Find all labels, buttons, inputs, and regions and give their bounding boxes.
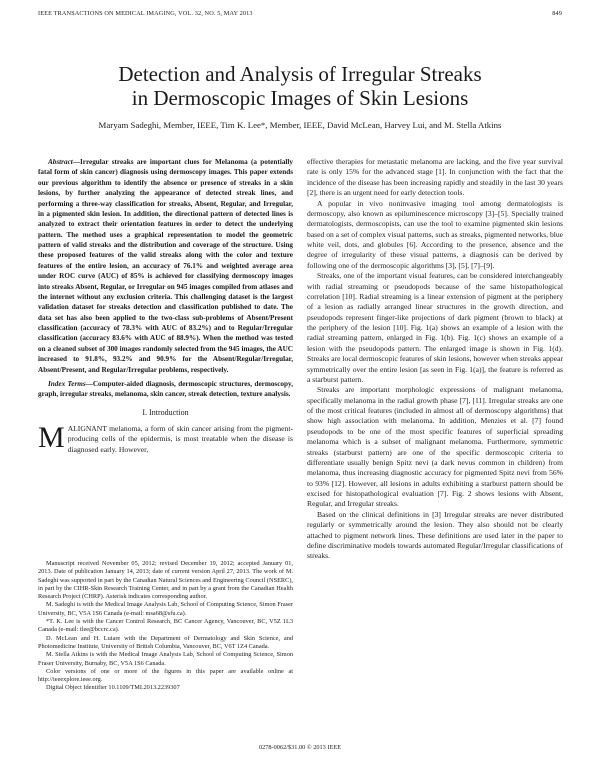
running-header (38, 10, 562, 17)
author-list: Maryam Sadeghi, Member, IEEE, Tim K. Lee*, Member, IEEE, David McLean, Harvey Lui, and M. Stella Atkins (98, 120, 502, 130)
footnote-4: M. Stella Atkins is with the Medical Image Analysis Lab, School of Computing Science, Simon Fraser University, Burnaby, BC, V5A 1S6 Canada. (38, 651, 293, 667)
title-line-1: Detection and Analysis of Irregular Streaks (118, 62, 482, 86)
body-paragraph-3: Streaks, one of the important visual features, can be considered interchangeably with radial streaming or pseudopods because of the same histopathological correlation [10]. Radial streaming is a linear extension of pigment at the periphery of a lesion as radially arranged linear structures in the growth direction, and pseudopods represent finger-like projections of dark pigment (brown to black) at the periphery of the lesion [10]. Fig. 1(a) shows an example of a lesion with the radial streaming pattern, enlarged in Fig. 1(b). Fig. 1(c) shows an example of a lesion with the pseudopods pattern. The enlarged image is shown in Fig. 1(d). Streaks are local dermoscopic features of skin lesions, however when streaks appear symmetrically over the entire lesion [as seen in Fig. 1(a)], the feature is referred as a starburst pattern. (307, 271, 563, 384)
footnote-3: D. McLean and H. Luiare with the Department of Dermatology and Skin Science, and Photomedicine Institute, University of British Columbia, Vancouver, BC, V6T 1Z4 Canada. (38, 634, 293, 650)
body-paragraph-2: A popular in vivo noninvasive imaging tool among dermatologists is dermoscopy, also known as epiluminescence microscopy [3]–[5]. Specially trained dermatologists, dermoscopists, can use the tool to examine pigmented skin lesions based on a set of complex visual patterns, such as streaks, pigmented networks, blue white veil, dots, and globules [6]. According to the presence, absence and the degree of irregularity of these visual patterns, a diagnosis can be derived by following one of the dermoscopic algorithms [3], [5], [7]–[9]. (307, 198, 564, 270)
footnote-6: Digital Object Identifier 10.1109/TMI.2013.2239307 (46, 684, 180, 692)
right-column (307, 157, 563, 562)
index-terms (38, 379, 293, 400)
index-terms-text: Computer-aided diagnosis, dermoscopic structures, dermoscopy, graph, irregular streaks, melanoma, skin cancer, streak detection, texture analysis. (38, 379, 293, 399)
body-paragraph-5: Based on the clinical definitions in [3] Irregular streaks are never distributed regularly or symmetrically around the lesion. They also should not be clearly attached to pigment network lines. These definitions are used later in the paper to define discriminative models towards automated Regular/Irregular classifications of streaks. (307, 509, 563, 561)
footnotes (38, 560, 293, 693)
body-paragraph-4: Streaks are important morphologic expressions of malignant melanoma, specifically melanoma in the radial growth phase [7], [11]. Irregular streaks are one of the most critical features (included in almost all of dermoscopy algorithms) that show high association with melanoma. In addition, Menzies et al. [7] found pseudopods to be one of the most specific features of superficial spreading melanoma which is a subset of malignant melanoma. Furthermore, symmetric streaks (starburst pattern) are one of the specific dermoscopic criteria to differentiate usually benign Spitz nevi (a dark nevus common in children) from melanoma, thus increasing diagnostic accuracy for pigmented Spitz nevi from 56% to 93% [12]. However, all lesions in adults exhibiting a starburst pattern should be excised for histopathological evaluation [7]. Fig. 2 shows lesions with Absent, Regular, and Irregular streaks. (307, 385, 563, 509)
copyright-line: 0278-0062/$31.00 © 2013 IEEE (258, 744, 342, 751)
intro-paragraph (38, 421, 293, 455)
journal-header: IEEE TRANSACTIONS ON MEDICAL IMAGING, VOL. 32, NO. 5, MAY 2013 (38, 10, 253, 17)
body-paragraph-1: effective therapies for metastatic melanoma are lacking, and the five year survival rate is only 15% for the advanced stage [1]. In conjunction with the fact that the incidence of the disease has been increasing rapidly and steadily in the last 30 years [2], there is an urgent need for early detection tools. (307, 157, 563, 198)
left-column (38, 157, 293, 455)
drop-cap: M (38, 421, 65, 454)
title-line-2: in Dermoscopic Images of Skin Lesions (131, 86, 469, 110)
intro-text: ALIGNANT melanoma, a form of skin cancer arising from the pigment-producing cells of the epidermis, is most treatable when the disease is diagnosed early. However, (67, 424, 293, 454)
abstract (38, 157, 293, 375)
footnote-1: M. Sadeghi is with the Medical Image Analysis Lab, School of Computing Science, Simon Fraser University, BC, V5A 1S6 Canada (e-mail: msa68@sfu.ca). (38, 601, 293, 617)
abstract-text: Irregular streaks are important clues for Melanoma (a potentially fatal form of skin cancer) diagnosis using dermoscopy images. This paper extends our previous algorithm to identify the absence or presence of streaks in a skin lesions, by further analyzing the appearance of detected streak lines, and performing a three-way classification for streaks, Absent, Regular, and Irregular, in a pigmented skin lesion. In addition, the directional pattern of detected lines is analyzed to extract their orientation features in order to detect the underlying pattern. The method uses a graphical representation to model the geometric pattern of valid streaks and the distribution and coverage of the structure. Using these proposed features of the valid streaks along with the color and texture features of the entire lesion, an accuracy of 76.1% and weighted average area under ROC curve (AUC) of 85% is achieved for classifying dermoscopy images into streaks Absent, Regular, or Irregular on 945 images compiled from atlases and the internet without any exclusion criteria. This challenging dataset is the largest validation dataset for streaks detection and classification published to date. The data set has also been applied to the two-class sub-problems of Absent/Present classification (accuracy of 78.3% with AUC of 83.2%) and to Regular/Irregular classification (accuracy 83.6% with AUC of 88.9%). When the method was tested on a cleaned subset of 300 images randomly selected from the 945 images, the AUC increased to 91.8%, 93.2% and 90.9% for the Absent/Regular/Irregular, Absent/Present, and Regular/Irregular problems, respectively. (38, 158, 293, 374)
page-number: 849 (552, 10, 562, 17)
section-title-introduction: I. Introduction (142, 407, 189, 417)
abstract-label: Abstract— (48, 158, 80, 166)
paper-title (30, 62, 570, 110)
footnote-0: Manuscript received November 05, 2012; revised December 19, 2012; accepted January 01, 2013. Date of publication January 14, 2013; date of current version April 27, 2013. The work of M. Sadeghi was supported in part by the Canadian Natural Sciences and Engineering Council (NSERC), in part by the CIHR-Skin Research Training Center, and in part by a grant from the Canadian Health Research Project (CHRP). Asterisk indicates corresponding author. (38, 560, 293, 601)
footnote-2: *T. K. Lee is with the Cancer Control Research, BC Cancer Agency, Vancouver, BC, V5Z 1L3 Canada (e-mail: tlee@bccrc.ca). (38, 618, 293, 634)
footnote-5: Color versions of one or more of the figures in this paper are available online at http://ieeexplore.ieee.org. (38, 667, 293, 684)
index-terms-label: Index Terms— (48, 379, 93, 388)
